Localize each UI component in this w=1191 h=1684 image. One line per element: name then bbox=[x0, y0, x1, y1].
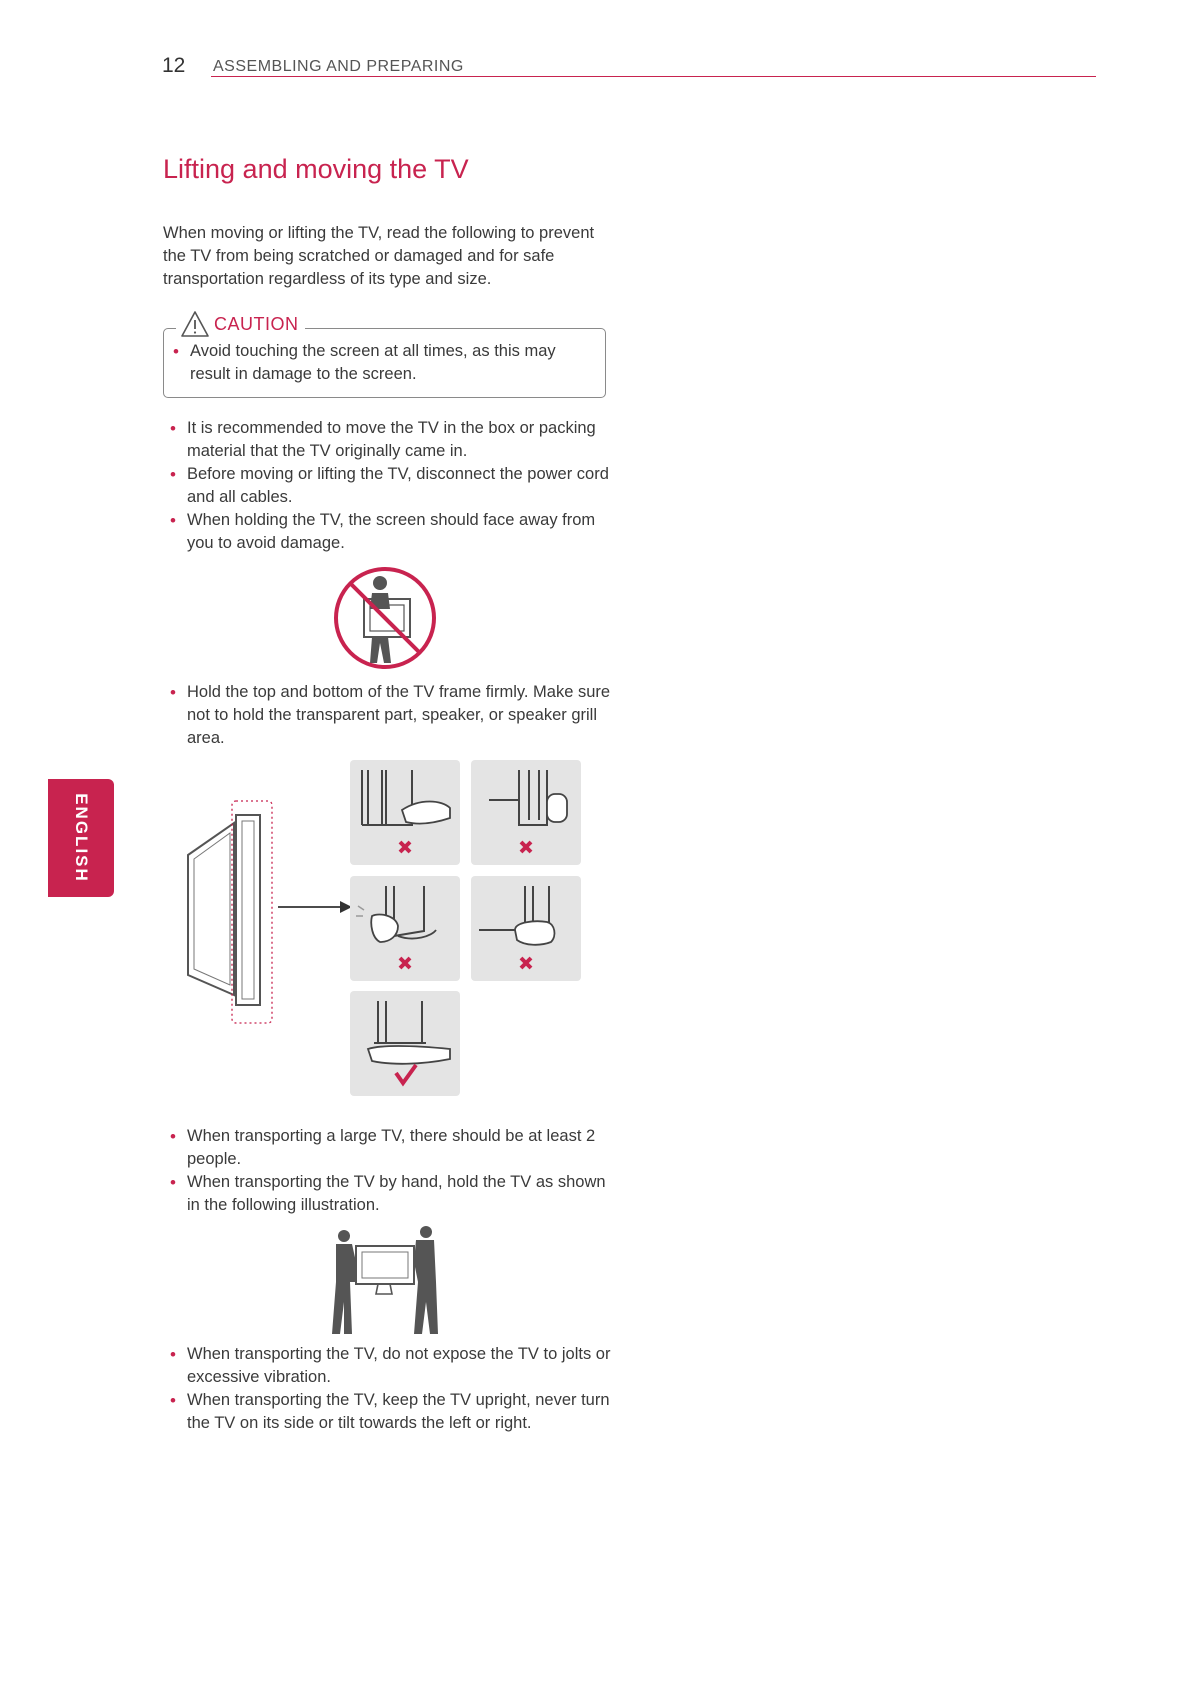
section-title: ASSEMBLING AND PREPARING bbox=[213, 58, 464, 75]
two-people-carrying-illustration bbox=[330, 1222, 440, 1334]
list-item: • Before moving or lifting the TV, disconnect the power cord and all cables. bbox=[163, 463, 613, 509]
list-item: • When holding the TV, the screen should face away from you to avoid damage. bbox=[163, 509, 613, 555]
page-number: 12 bbox=[162, 54, 186, 77]
list-item: • When transporting the TV by hand, hold the TV as shown in the following illustration. bbox=[163, 1171, 613, 1217]
arrow-icon bbox=[278, 900, 352, 914]
header-rule bbox=[211, 76, 1096, 77]
wrong-hold-illustration bbox=[471, 876, 581, 981]
bullet-list-3 bbox=[163, 1125, 613, 1217]
no-screen-facing-illustration bbox=[330, 563, 440, 673]
bullet-list-1 bbox=[163, 417, 613, 555]
hold-example-panel bbox=[471, 876, 581, 981]
language-tab-label: ENGLISH bbox=[72, 793, 91, 883]
hold-example-panel bbox=[350, 876, 460, 981]
caution-list bbox=[166, 340, 596, 386]
bullet-list-4 bbox=[163, 1343, 613, 1435]
caution-label: CAUTION bbox=[214, 313, 299, 334]
wrong-hold-illustration bbox=[471, 760, 581, 865]
intro-paragraph: When moving or lifting the TV, read the following to prevent the TV from being scratched or damaged and for safe transportation regardless of its type and size. bbox=[163, 224, 595, 288]
language-tab bbox=[48, 779, 114, 897]
list-item: • Hold the top and bottom of the TV frame firmly. Make sure not to hold the transparent part, speaker, or speaker grill area. bbox=[163, 681, 613, 750]
correct-hold-illustration bbox=[350, 991, 460, 1096]
caution-header bbox=[176, 309, 305, 339]
list-item: • When transporting the TV, keep the TV upright, never turn the TV on its side or tilt towards the left or right. bbox=[163, 1389, 613, 1435]
wrong-hold-illustration bbox=[350, 876, 460, 981]
list-item: • When transporting the TV, do not expose the TV to jolts or excessive vibration. bbox=[163, 1343, 613, 1389]
list-item: • Avoid touching the screen at all times, as this may result in damage to the screen. bbox=[166, 340, 596, 386]
bullet-list-2 bbox=[163, 681, 613, 750]
list-item: • When transporting a large TV, there should be at least 2 people. bbox=[163, 1125, 613, 1171]
hold-example-panel bbox=[350, 760, 460, 865]
page-heading: Lifting and moving the TV bbox=[163, 154, 469, 184]
hold-example-panel bbox=[471, 760, 581, 865]
warning-icon bbox=[180, 310, 210, 338]
wrong-hold-illustration bbox=[350, 760, 460, 865]
list-item: • It is recommended to move the TV in the box or packing material that the TV originally came in. bbox=[163, 417, 613, 463]
hold-example-panel bbox=[350, 991, 460, 1096]
tv-side-view-illustration bbox=[180, 795, 290, 1030]
